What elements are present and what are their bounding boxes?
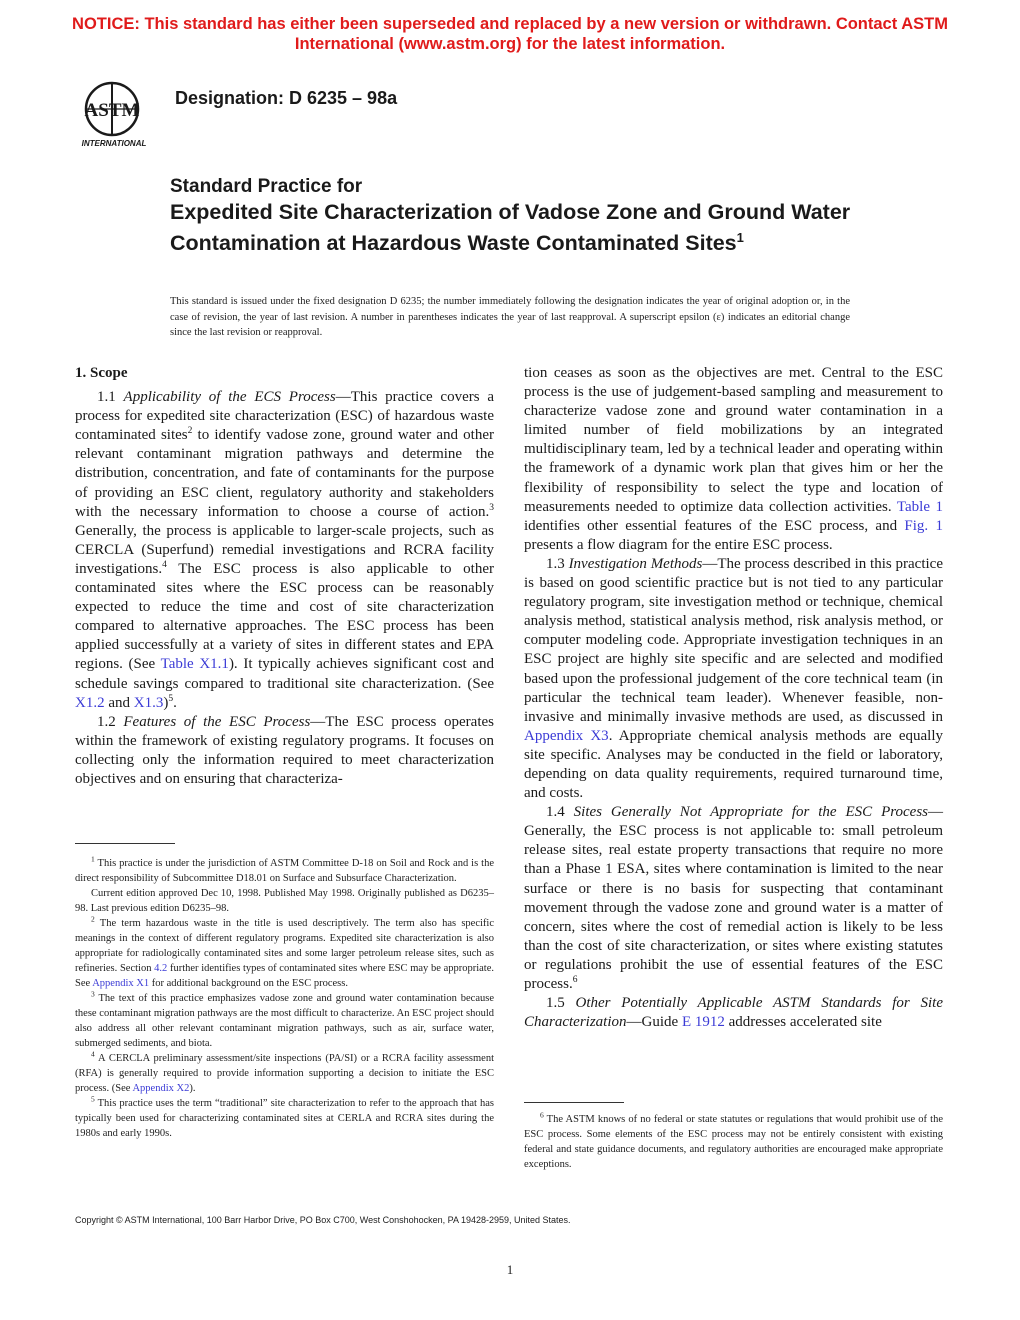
title-text: Expedited Site Characterization of Vadose Zone and Ground Water Contamination at Hazardous Waste Contaminated Sites	[170, 200, 851, 256]
footnote-3	[75, 991, 494, 1051]
title-footnote-mark: 1	[736, 230, 744, 245]
para-text: —Generally, the ESC process is not applicable to: small petroleum release sites, real estate property transactions that require no more than a Phase 1 ESA, sites where contamination is limited to the near surface or there is no basis for suspecting that contaminant movement through the vadose zone and ground water is a matter of concern, sites where the cost of remedial action is likely to be less than the cost of site characterization, or sites where existing statutes or regulations prohibit the use of essential features of the ESC process.	[524, 804, 943, 992]
right-column	[524, 364, 943, 1032]
footnote-ref: 3	[489, 502, 494, 513]
page-number: 1	[506, 1262, 514, 1277]
para-text: The ESC process is also applicable to other contaminated sites where the ESC process can be reasonably expected to reduce the time and cost of site characterization compared to alternative approaches. The ESC process has been applied successfully at a variety of sites in different states and EPA regions. (See	[75, 560, 494, 673]
para-text: —This practice covers a process for expedited site characterization (ESC) of hazardous waste contaminated sites	[75, 389, 495, 444]
link-e-1912[interactable]: E 1912	[681, 1014, 725, 1031]
para-text: Generally, the process is applicable to larger-scale projects, such as CERCLA (Superfund) remedial investigations and RCRA facility investigations.	[75, 522, 494, 577]
title-block	[170, 175, 870, 256]
link-appendix-x3[interactable]: Appendix X3	[524, 727, 609, 744]
footnote-divider	[524, 1102, 624, 1103]
footnote-text: The term hazardous waste in the title is used descriptively. The term also has specific meanings in the context of different regulatory programs. Expedited site characterization is also appropriate for radiologically contaminated sites and some larger petroleum release sites, such as refineries. Section	[75, 918, 494, 974]
para-number: 1.3	[546, 555, 569, 572]
footnote-mark: 4	[91, 1049, 95, 1059]
footnote-text: This practice uses the term “traditional” site characterization to refer to the approach that has typically been used for characterizing contaminated sites at CERLA and RCRA sites during the 1980s and early 1990s.	[75, 1098, 494, 1139]
para-text: to identify vadose zone, ground water and other relevant contaminant migration pathways and determine the distribution, concentration, and fate of contaminants for the purpose of providing an ESC client, regulatory authority and stakeholders with the necessary information to choose a course of action.	[75, 427, 495, 520]
footnote-mark: 3	[91, 989, 95, 999]
para-number: 1.2	[97, 713, 124, 730]
para-label: Other Potentially Applicable ASTM Standards for Site Characterization	[524, 995, 943, 1031]
footnote-ref: 2	[187, 426, 193, 437]
footnote-1	[75, 856, 494, 886]
link-fig-1[interactable]: Fig. 1	[904, 517, 943, 534]
para-number: 1.1	[97, 389, 124, 406]
paragraph-1-4	[524, 803, 943, 994]
para-text: ). It typically achieves significant cost and schedule savings compared to traditional site characterization. (See	[75, 656, 495, 692]
para-label: Features of the ESC Process	[123, 713, 311, 730]
footnote-text: The ASTM knows of no federal or state statutes or regulations that would prohibit use of the ESC process. Some elements of the ESC process may not be entirely consistent with existing federal and state guidance documents, and regulatory authorities are encouraged make appropriate exceptions.	[524, 1114, 943, 1170]
notice-line-2: International (www.astm.org) for the latest information.	[294, 35, 726, 53]
para-label: Investigation Methods	[568, 555, 703, 572]
paragraph-1-2	[75, 713, 494, 789]
para-text: .	[173, 694, 177, 711]
issue-note: This standard is issued under the fixed designation D 6235; the number immediately following the designation indicates the year of original adoption or, in the case of revision, the year of last revision. A number in parentheses indicates the year of last reapproval. A superscript epsilon (ε) indicates an editorial change since the last revision or reapproval.	[170, 296, 850, 338]
footnotes-right	[524, 1112, 943, 1172]
footnote-ref: 6	[572, 975, 578, 985]
para-text: identifies other essential features of the ESC process, and	[524, 517, 905, 534]
withdrawal-notice	[0, 14, 1020, 54]
para-text: —Guide	[626, 1014, 682, 1031]
para-text: )	[163, 694, 169, 711]
link-appendix-x2[interactable]: Appendix X2	[132, 1083, 190, 1094]
footnote-mark: 5	[91, 1094, 95, 1104]
footnote-text: ).	[189, 1083, 196, 1094]
paragraph-1-5	[524, 994, 943, 1032]
footnote-mark: 2	[91, 914, 95, 924]
footnote-5	[75, 1096, 494, 1141]
footnote-divider	[75, 843, 175, 844]
astm-logo	[72, 76, 162, 152]
link-x1-3[interactable]: X1.3	[133, 694, 164, 711]
left-column	[75, 364, 494, 789]
para-text: —The process described in this practice is based on good scientific practice but is not tied to any particular regulatory program, site investigation method or technique, chemical analysis method, statistical analysis method, risk analysis method, or computer modeling code. Appropriate investigation techniques in an ESC project are highly site specific and are selected and modified based upon the professional judgement of the core technical team (in particular the technical team leader). Whenever feasible, non-invasive and minimally invasive methods are used, as discussed in	[524, 555, 943, 725]
section-heading-scope: 1. Scope	[75, 365, 128, 381]
para-text: presents a flow diagram for the entire ESC process.	[524, 536, 833, 553]
para-label: Applicability of the ECS Process	[123, 389, 336, 406]
para-text: . Appropriate chemical analysis methods are equally site specific. Analyses may be conducted in the field or laboratory, depending on data quality requirements, required turnaround time, and costs.	[524, 727, 943, 802]
logo-letters: ASTM	[84, 100, 140, 121]
footnote-text: A CERCLA preliminary assessment/site inspections (PA/SI) or a RCRA facility assessment (RFA) is generally required to provide information supporting a decision to initiate the ESC process. (See	[75, 1053, 494, 1094]
link-table-1[interactable]: Table 1	[896, 498, 943, 515]
para-label: Sites Generally Not Appropriate for the ESC Process	[573, 804, 928, 821]
footnote-text: for additional background on the ESC process.	[149, 978, 348, 989]
para-text: tion ceases as soon as the objectives are met. Central to the ESC process is the use of judgement-based sampling and measurement to characterize vadose zone and ground water contamination in a limited number of field mobilizations by an integrated multidisciplinary team, led by a technical leader and operating within the framework of a dynamic work plan that gives him or her the flexibility of responsibility to select the type and location of measurements needed to optimize data collection activities.	[524, 365, 943, 515]
footnote-mark: 1	[91, 854, 95, 864]
para-number: 1.5	[546, 995, 576, 1012]
notice-line-1: NOTICE: This standard has either been superseded and replaced by a new version or withdrawn. Contact ASTM	[72, 15, 948, 33]
title-prefix: Standard Practice for	[170, 176, 363, 197]
link-x1-2[interactable]: X1.2	[75, 694, 105, 711]
document-title	[170, 200, 870, 256]
designation: Designation: D 6235 – 98a	[175, 88, 398, 108]
link-table-x1-1[interactable]: Table X1.1	[160, 656, 229, 673]
footnote-text: The text of this practice emphasizes vadose zone and ground water contamination because these contaminant migration pathways are the most difficult to characterize. An ESC project should also address all other relevant contaminant migration pathways, such as air, surface water, submerged sediments, and biota.	[75, 993, 494, 1049]
para-number: 1.4	[546, 804, 574, 821]
logo-international: INTERNATIONAL	[81, 139, 147, 148]
link-appendix-x1[interactable]: Appendix X1	[92, 978, 150, 989]
paragraph-1-3	[524, 555, 943, 803]
footnote-1-edition: Current edition approved Dec 10, 1998. Published May 1998. Originally published as D6235–98. Last previous edition D6235–98.	[75, 888, 494, 914]
footnote-ref: 5	[168, 693, 174, 704]
footnote-2	[75, 916, 494, 991]
para-text: addresses accelerated site	[724, 1014, 882, 1031]
footnotes-left	[75, 856, 494, 1141]
copyright: Copyright © ASTM International, 100 Barr Harbor Drive, PO Box C700, West Conshohocken, PA 19428-2959, United States.	[75, 1215, 571, 1225]
footnote-6	[524, 1112, 943, 1172]
footnote-text: This practice is under the jurisdiction of ASTM Committee D-18 on Soil and Rock and is the direct responsibility of Subcommittee D18.01 on Surface and Subsurface Characterization.	[75, 858, 494, 884]
footnote-mark: 6	[540, 1110, 544, 1120]
para-text: and	[104, 694, 134, 711]
paragraph-1-2-continued	[524, 364, 943, 555]
footnote-4	[75, 1051, 494, 1096]
paragraph-1-1	[75, 388, 494, 713]
link-section-4-2[interactable]: 4.2	[154, 963, 168, 974]
para-text: —The ESC process operates within the framework of existing regulatory programs. It focuses on collecting only the information required to meet characterization objectives and on ensuring that characteriza-	[75, 713, 494, 787]
footnote-text: further identifies types of contaminated sites where ESC may be appropriate. See	[75, 963, 495, 989]
footnote-ref: 4	[162, 559, 167, 570]
